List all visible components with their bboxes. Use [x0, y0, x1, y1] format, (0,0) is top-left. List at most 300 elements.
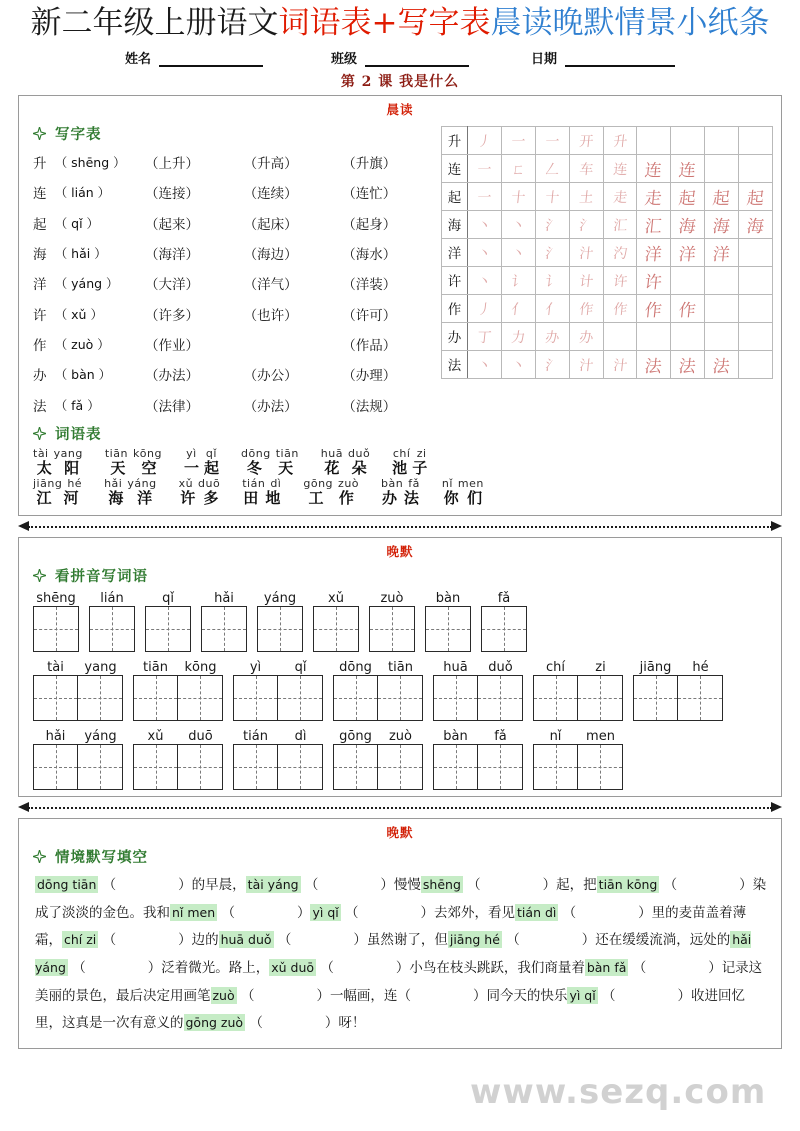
practice-cell[interactable] [671, 266, 705, 294]
practice-cell[interactable] [637, 210, 671, 238]
row-word: （办法） [243, 398, 298, 415]
practice-cell[interactable] [671, 210, 705, 238]
practice-ink: 海 [745, 216, 765, 237]
tianzige-cell[interactable] [478, 676, 522, 720]
tianzige-box[interactable] [33, 744, 123, 790]
tianzige-box[interactable] [313, 606, 359, 652]
tianzige-cell[interactable] [258, 607, 302, 651]
stroke-cell[interactable] [535, 322, 569, 350]
stroke-cell[interactable] [603, 182, 637, 210]
vocabulary-hanzi: 海 洋 [108, 488, 153, 507]
cloze-answer-blank[interactable]: （ ） [72, 960, 162, 977]
section-heading-write-chars-label: 写字表 [55, 125, 102, 143]
cloze-answer-blank[interactable]: （ ） [249, 1015, 339, 1032]
class-blank-line[interactable] [365, 52, 469, 67]
practice-cell[interactable] [637, 322, 671, 350]
cloze-answer-blank[interactable]: （ ） [632, 960, 722, 977]
vocabulary-word [242, 478, 281, 506]
practice-cell[interactable] [739, 154, 773, 182]
dictation-row [19, 727, 781, 796]
dotted-cut-line [28, 526, 772, 528]
tianzige-box[interactable] [333, 675, 423, 721]
tianzige-cell[interactable] [134, 676, 178, 720]
row-character: 许 [33, 307, 47, 324]
name-field[interactable] [125, 48, 331, 67]
stroke-cell[interactable] [468, 182, 502, 210]
tianzige-cell[interactable] [234, 676, 278, 720]
tianzige-cell[interactable] [90, 607, 134, 651]
stroke-ink: 丶 [510, 357, 527, 374]
tianzige-box[interactable] [533, 675, 623, 721]
vocabulary-word [303, 478, 359, 506]
cloze-answer-blank[interactable]: （ ） [221, 904, 311, 921]
stroke-ink: 汁 [611, 357, 628, 374]
vocabulary-hanzi: 许 多 [180, 488, 219, 507]
tianzige-box[interactable] [481, 606, 527, 652]
stroke-cell[interactable] [501, 322, 535, 350]
table-row [19, 390, 441, 420]
stroke-cell[interactable] [535, 350, 569, 378]
morning-reading-panel [18, 95, 782, 516]
vocabulary-word [105, 448, 162, 476]
section-heading-word-list [19, 420, 441, 447]
stroke-ink: 汁 [578, 245, 594, 262]
vocabulary-pinyin: huā duǒ [320, 447, 371, 461]
practice-cell[interactable] [739, 210, 773, 238]
row-word: （连续） [243, 186, 298, 203]
stroke-order-row [442, 126, 773, 154]
cloze-answer-blank[interactable]: （ ） [320, 960, 410, 977]
tianzige-cell[interactable] [634, 676, 678, 720]
vocabulary-hanzi: 冬 天 [246, 458, 294, 477]
stroke-practice-column [441, 120, 781, 379]
cloze-text: 的早晨， [191, 877, 246, 894]
vocabulary-hanzi: 你 们 [443, 488, 483, 507]
vocabulary-word [381, 478, 420, 506]
row-word: （起来） [144, 216, 199, 233]
stroke-ink: 亻 [544, 301, 560, 318]
stroke-cell[interactable] [501, 210, 535, 238]
tianzige-cell[interactable] [34, 676, 78, 720]
stroke-order-grid[interactable] [441, 126, 773, 379]
tianzige-cell[interactable] [534, 676, 578, 720]
tianzige-box[interactable] [201, 606, 247, 652]
tianzige-box[interactable] [233, 744, 323, 790]
row-character: 起 [33, 216, 47, 233]
stroke-cell[interactable] [535, 210, 569, 238]
stroke-cell[interactable] [468, 294, 502, 322]
practice-ink: 连 [677, 160, 697, 181]
stroke-cell[interactable] [569, 238, 603, 266]
table-row [19, 299, 441, 329]
dictation-pinyin-label: lián [100, 591, 124, 607]
cloze-paragraph [19, 870, 781, 1048]
tianzige-cell[interactable] [378, 676, 422, 720]
cloze-pinyin-hint: tiān kōng [598, 877, 658, 893]
cloze-answer-blank[interactable]: （ ） [562, 904, 652, 921]
stroke-cell[interactable] [603, 154, 637, 182]
vocabulary-pinyin: dōng tiān [241, 447, 299, 461]
tianzige-cell[interactable] [78, 745, 122, 789]
vocabulary-word [33, 448, 83, 476]
stroke-cell[interactable] [603, 238, 637, 266]
dictation-pinyin-label: hǎi yáng [45, 729, 117, 745]
practice-cell[interactable] [739, 322, 773, 350]
vocabulary-pinyin: chí zi [392, 447, 427, 461]
cloze-answer-blank[interactable]: （ ） [506, 932, 596, 949]
row-word: （海洋） [144, 246, 199, 263]
practice-ink: 连 [643, 160, 664, 181]
cloze-pinyin-hint: gōng zuò [185, 1015, 244, 1031]
practice-cell[interactable] [671, 294, 705, 322]
tianzige-cell[interactable] [278, 676, 322, 720]
stroke-cell[interactable] [535, 294, 569, 322]
page-title-part-red: 词语表+写字表 [278, 5, 491, 41]
tianzige-box[interactable] [433, 744, 523, 790]
row-pinyin: （ hǎi ） [54, 245, 107, 261]
cloze-answer-blank[interactable]: （ ） [277, 932, 367, 949]
dictation-word-group [133, 660, 223, 721]
vocabulary-hanzi: 办 法 [381, 488, 419, 507]
stroke-cell[interactable] [603, 126, 637, 154]
morning-left-column [19, 120, 484, 515]
class-field[interactable] [331, 48, 531, 67]
row-word: （法律） [144, 398, 199, 415]
vocabulary-pinyin: nǐ men [441, 477, 484, 491]
stroke-order-row [442, 322, 773, 350]
cloze-text: 收进回忆里，这真是一次有意义的 [35, 987, 745, 1032]
practice-cell[interactable] [637, 126, 671, 154]
practice-cell[interactable] [705, 238, 739, 266]
practice-cell[interactable] [705, 210, 739, 238]
cloze-answer-blank[interactable]: （ ） [102, 932, 192, 949]
vocabulary-hanzi: 太 阳 [36, 458, 80, 477]
dictation-word-group [333, 660, 423, 721]
practice-cell[interactable] [705, 350, 739, 378]
tianzige-cell[interactable] [482, 607, 526, 651]
stroke-cell[interactable] [468, 350, 502, 378]
tianzige-cell[interactable] [578, 676, 622, 720]
name-blank-line[interactable] [159, 52, 263, 67]
practice-cell[interactable] [637, 182, 671, 210]
tianzige-cell[interactable] [334, 745, 378, 789]
table-row [19, 147, 441, 177]
section-heading-pinyin-write-label: 看拼音写词语 [55, 568, 148, 586]
tianzige-box[interactable] [133, 744, 223, 790]
tianzige-cell[interactable] [34, 607, 78, 651]
cloze-text: 记录这美丽的景色，最后决定用画笔 [35, 960, 763, 1004]
practice-cell[interactable] [637, 266, 671, 294]
tianzige-cell[interactable] [378, 745, 422, 789]
tianzige-cell[interactable] [334, 676, 378, 720]
row-word: （法规） [342, 398, 397, 415]
cloze-pinyin-hint: nǐ men [172, 904, 216, 920]
practice-cell[interactable] [739, 126, 773, 154]
dictation-pinyin-label: yì qǐ [249, 660, 307, 676]
practice-cell[interactable] [705, 322, 739, 350]
dictation-word-group [257, 591, 303, 652]
stroke-cell[interactable] [603, 266, 637, 294]
dictation-word-group [145, 591, 191, 652]
dictation-pinyin-label: dōng tiān [339, 660, 413, 676]
cloze-answer-blank[interactable]: （ ） [663, 877, 753, 894]
stroke-ink: 丁 [476, 329, 493, 346]
practice-cell[interactable] [637, 350, 671, 378]
vocabulary-word [321, 448, 370, 476]
practice-cell[interactable] [705, 126, 739, 154]
cloze-pinyin-hint: tián dì [517, 904, 557, 920]
cloze-answer-blank[interactable]: （ ） [397, 987, 487, 1004]
stroke-ink: 十 [544, 189, 560, 206]
row-character: 洋 [33, 277, 47, 294]
stroke-cell[interactable] [468, 322, 502, 350]
tianzige-cell[interactable] [202, 607, 246, 651]
tianzige-box[interactable] [369, 606, 415, 652]
practice-cell[interactable] [671, 126, 705, 154]
practice-ink: 走 [643, 188, 664, 209]
tianzige-cell[interactable] [146, 607, 190, 651]
dictation-pinyin-label: xǔ duō [147, 729, 213, 745]
tianzige-cell[interactable] [434, 745, 478, 789]
stroke-cell[interactable] [603, 322, 637, 350]
stroke-ink: 十 [510, 189, 527, 206]
tianzige-box[interactable] [433, 675, 523, 721]
row-character: 办 [33, 368, 47, 385]
practice-cell[interactable] [671, 238, 705, 266]
stroke-ink: 亻 [510, 301, 527, 318]
stroke-cell[interactable] [501, 182, 535, 210]
practice-cell[interactable] [671, 322, 705, 350]
dictation-rows-container [19, 589, 781, 796]
tianzige-cell[interactable] [426, 607, 470, 651]
section-heading-word-list-label: 词语表 [55, 426, 102, 444]
stroke-cell[interactable] [569, 210, 603, 238]
row-character: 升 [33, 155, 47, 172]
stroke-cell[interactable] [569, 322, 603, 350]
practice-ink: 法 [643, 356, 664, 377]
cloze-pinyin-hint: bàn fǎ [586, 960, 627, 976]
date-label: 日期 [531, 51, 558, 67]
practice-cell[interactable] [705, 294, 739, 322]
tianzige-box[interactable] [333, 744, 423, 790]
stroke-row-character: 作 [442, 294, 468, 322]
page-title [0, 0, 800, 44]
dictation-word-group [33, 660, 123, 721]
tianzige-cell[interactable] [278, 745, 322, 789]
stroke-cell[interactable] [501, 294, 535, 322]
diamond-icon [33, 850, 46, 863]
vocabulary-pinyin: hǎi yáng [104, 477, 157, 491]
stroke-ink: 丶 [476, 273, 493, 290]
dictation-pinyin-label: bàn fǎ [443, 729, 507, 745]
stroke-cell[interactable] [535, 238, 569, 266]
stroke-cell[interactable] [468, 154, 502, 182]
practice-cell[interactable] [739, 182, 773, 210]
table-row [19, 329, 441, 359]
vocabulary-pinyin: xǔ duō [178, 477, 221, 491]
tianzige-cell[interactable] [534, 745, 578, 789]
stroke-ink: 汇 [611, 217, 628, 234]
stroke-ink: ㄈ [510, 161, 527, 178]
section-heading-context-fill [19, 843, 781, 870]
cloze-pinyin-hint: huā duǒ [220, 932, 272, 948]
stroke-cell[interactable] [535, 182, 569, 210]
vocabulary-line [33, 477, 484, 507]
stroke-ink: 氵 [544, 217, 560, 234]
dictation-pinyin-label: huā duǒ [443, 660, 513, 676]
cloze-answer-blank[interactable]: （ ） [304, 877, 394, 894]
stroke-cell[interactable] [468, 238, 502, 266]
practice-cell[interactable] [671, 154, 705, 182]
vocabulary-pinyin: gōng zuò [303, 477, 360, 491]
stroke-ink: 办 [544, 329, 560, 346]
practice-cell[interactable] [671, 350, 705, 378]
practice-cell[interactable] [637, 294, 671, 322]
vocabulary-word [184, 448, 219, 476]
date-blank-line[interactable] [565, 52, 675, 67]
stroke-cell[interactable] [569, 182, 603, 210]
dictation-pinyin-label: chí zi [546, 660, 606, 676]
stroke-cell[interactable] [468, 126, 502, 154]
row-character: 连 [33, 186, 47, 203]
arrow-right-icon [771, 521, 782, 531]
dictation-pinyin-label: zuò [380, 591, 404, 607]
stroke-cell[interactable] [569, 126, 603, 154]
tianzige-box[interactable] [233, 675, 323, 721]
stroke-cell[interactable] [501, 238, 535, 266]
stroke-ink: 氵 [544, 245, 560, 262]
tianzige-box[interactable] [33, 606, 79, 652]
stroke-ink: 走 [611, 189, 628, 206]
stroke-cell[interactable] [501, 154, 535, 182]
dictation-word-group [333, 729, 423, 790]
vocabulary-word [442, 478, 484, 506]
tianzige-cell[interactable] [478, 745, 522, 789]
row-pinyin: （ lián ） [54, 185, 111, 201]
vocabulary-pinyin: tài yang [33, 447, 83, 461]
cloze-answer-blank[interactable]: （ ） [240, 987, 330, 1004]
tianzige-box[interactable] [425, 606, 471, 652]
stroke-ink: 一 [510, 133, 527, 150]
stroke-cell[interactable] [569, 266, 603, 294]
practice-cell[interactable] [671, 182, 705, 210]
tianzige-box[interactable] [145, 606, 191, 652]
vocabulary-hanzi: 一 起 [184, 458, 220, 477]
practice-cell[interactable] [705, 266, 739, 294]
row-word: （洋气） [243, 277, 298, 294]
dictation-pinyin-label: bàn [435, 591, 461, 607]
vocabulary-word [241, 448, 299, 476]
tianzige-cell[interactable] [78, 676, 122, 720]
tianzige-box[interactable] [533, 744, 623, 790]
stroke-cell[interactable] [501, 350, 535, 378]
practice-cell[interactable] [739, 294, 773, 322]
stroke-ink: 计 [578, 273, 594, 290]
stroke-ink: 土 [578, 189, 594, 206]
stroke-ink: 作 [611, 301, 628, 318]
stroke-order-row [442, 350, 773, 378]
practice-cell[interactable] [705, 182, 739, 210]
cloze-answer-blank[interactable]: （ ） [467, 877, 557, 894]
tianzige-cell[interactable] [234, 745, 278, 789]
vocabulary-pinyin: tián dì [242, 477, 282, 491]
stroke-cell[interactable] [535, 154, 569, 182]
tianzige-cell[interactable] [178, 676, 222, 720]
practice-cell[interactable] [637, 154, 671, 182]
stroke-cell[interactable] [501, 126, 535, 154]
row-word: （也许） [243, 307, 298, 324]
tianzige-cell[interactable] [134, 745, 178, 789]
vocabulary-pinyin: tiān kōng [104, 447, 162, 461]
tianzige-cell[interactable] [178, 745, 222, 789]
stroke-ink: 丶 [476, 217, 493, 234]
dictation-box-line [33, 591, 781, 652]
tianzige-cell[interactable] [34, 745, 78, 789]
stroke-ink: 办 [578, 329, 594, 346]
dictation-pinyin-label: xǔ [328, 591, 344, 607]
tianzige-cell[interactable] [678, 676, 722, 720]
practice-cell[interactable] [705, 154, 739, 182]
stroke-cell[interactable] [501, 266, 535, 294]
cloze-text: 边的 [191, 932, 219, 949]
tianzige-cell[interactable] [578, 745, 622, 789]
stroke-ink: 作 [578, 301, 594, 318]
table-row [19, 268, 441, 298]
cloze-answer-blank[interactable]: （ ） [102, 877, 192, 894]
vocabulary-hanzi: 天 空 [110, 458, 157, 477]
stroke-cell[interactable] [535, 266, 569, 294]
cloze-pinyin-hint: jiāng hé [449, 932, 500, 948]
dictation-word-group [133, 729, 223, 790]
stroke-ink: 氵 [578, 217, 594, 234]
practice-cell[interactable] [739, 238, 773, 266]
vocabulary-pinyin: jiāng hé [33, 477, 83, 491]
stroke-cell[interactable] [569, 294, 603, 322]
class-label: 班级 [330, 51, 357, 67]
row-word [244, 329, 343, 359]
stroke-cell[interactable] [468, 210, 502, 238]
tianzige-box[interactable] [33, 675, 123, 721]
dictation-panel [18, 537, 782, 797]
practice-cell[interactable] [739, 266, 773, 294]
stroke-cell[interactable] [468, 266, 502, 294]
lesson-title: 第 2 课 我是什么 [340, 73, 460, 90]
practice-cell[interactable] [739, 350, 773, 378]
date-field[interactable] [531, 48, 675, 67]
cloze-pinyin-hint: tài yáng [247, 877, 299, 893]
tianzige-cell[interactable] [370, 607, 414, 651]
stroke-cell[interactable] [569, 154, 603, 182]
tianzige-cell[interactable] [434, 676, 478, 720]
cloze-pinyin-hint: chí zi [64, 932, 97, 948]
row-word: （海水） [342, 246, 397, 263]
stroke-cell[interactable] [603, 210, 637, 238]
cloze-answer-blank[interactable]: （ ） [345, 904, 435, 921]
row-pinyin: （ bàn ） [54, 367, 112, 383]
vocabulary-pinyin: yì qǐ [186, 447, 217, 461]
tianzige-box[interactable] [89, 606, 135, 652]
tianzige-cell[interactable] [314, 607, 358, 651]
cloze-answer-blank[interactable]: （ ） [602, 987, 691, 1004]
practice-cell[interactable] [637, 238, 671, 266]
stroke-cell[interactable] [535, 126, 569, 154]
tianzige-box[interactable] [257, 606, 303, 652]
stroke-cell[interactable] [603, 294, 637, 322]
stroke-cell[interactable] [603, 350, 637, 378]
stroke-cell[interactable] [569, 350, 603, 378]
tianzige-box[interactable] [633, 675, 723, 721]
tianzige-box[interactable] [133, 675, 223, 721]
